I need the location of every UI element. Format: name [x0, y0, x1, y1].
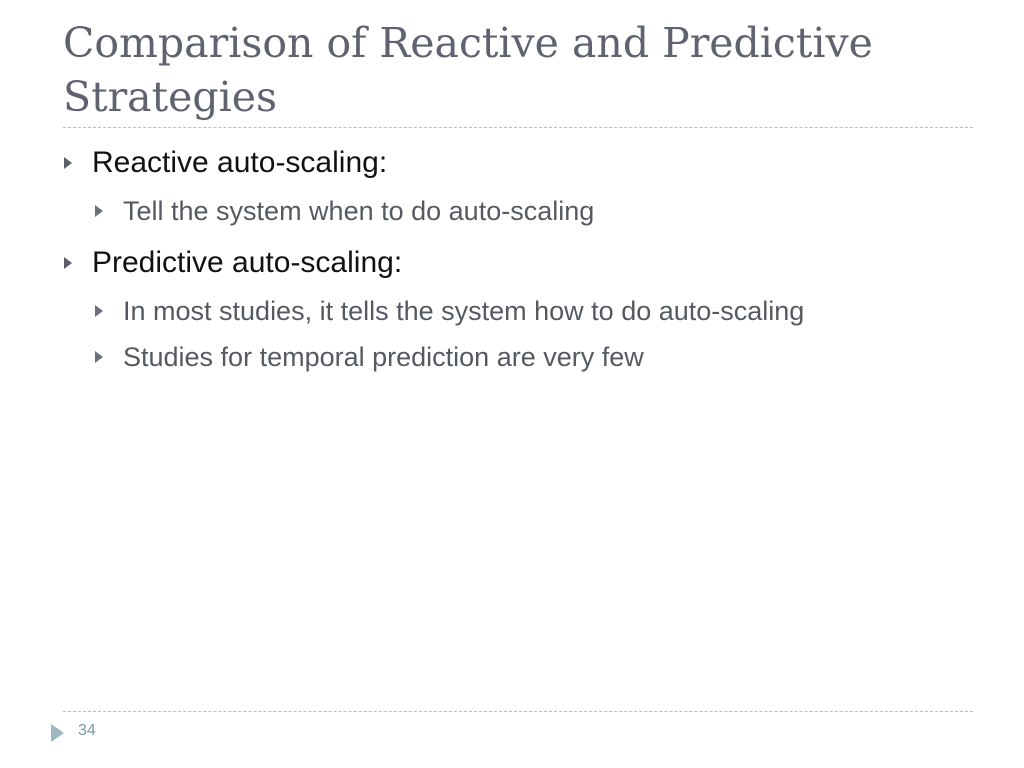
- bullet-text: Predictive auto-scaling:: [92, 246, 403, 279]
- bullet-item-predictive: [0, 240, 1024, 286]
- footer-divider: [63, 711, 973, 712]
- sub-bullet-text: In most studies, it tells the system how to do auto-scaling: [123, 296, 805, 326]
- sub-bullet-text: Studies for temporal prediction are very few: [123, 342, 644, 372]
- sub-bullet-item: [0, 288, 1024, 334]
- sub-bullet-text: Tell the system when to do auto-scaling: [123, 196, 595, 226]
- bullet-item-reactive: [0, 140, 1024, 186]
- sub-bullet-arrow-icon: [95, 305, 103, 317]
- sub-bullet-item: [0, 188, 1024, 234]
- slide-title: Comparison of Reactive and Predictive Strategies: [63, 19, 873, 121]
- page-number: 34: [78, 722, 96, 739]
- title-divider: [63, 127, 973, 128]
- sub-bullet-arrow-icon: [95, 351, 103, 363]
- sub-bullet-item: [0, 334, 1024, 380]
- bullet-list: [0, 140, 1024, 380]
- footer-triangle-icon: [51, 724, 64, 742]
- bullet-arrow-icon: [64, 157, 72, 169]
- sub-bullet-arrow-icon: [95, 205, 103, 217]
- bullet-arrow-icon: [64, 257, 72, 269]
- bullet-text: Reactive auto-scaling:: [92, 146, 388, 179]
